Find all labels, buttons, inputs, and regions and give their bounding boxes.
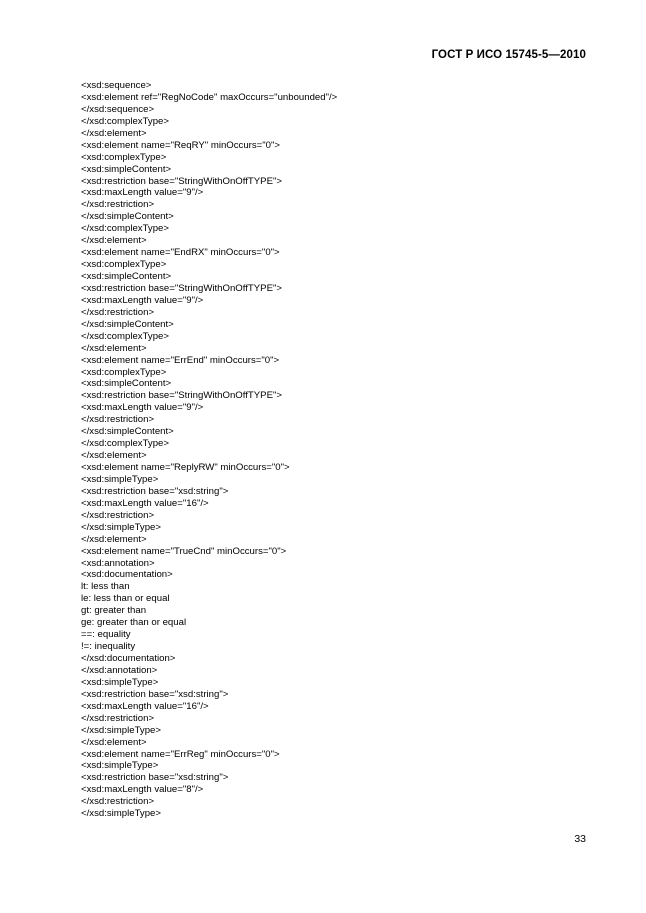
page-number: 33: [574, 833, 586, 845]
code-line: <xsd:maxLength value="16"/>: [81, 497, 209, 509]
document-header-standard-id: ГОСТ Р ИСО 15745-5—2010: [431, 49, 586, 61]
code-line: <xsd:element ref="RegNoCode" maxOccurs="unbounded"/>: [81, 91, 338, 103]
code-line: </xsd:simpleType>: [81, 521, 161, 533]
code-line: ==: equality: [81, 629, 131, 641]
code-line: </xsd:element>: [81, 127, 147, 139]
code-line: <xsd:simpleType>: [81, 676, 159, 688]
code-line: <xsd:element name="ErrReg" minOccurs="0">: [81, 748, 280, 760]
code-line: <xsd:element name="EndRX" minOccurs="0">: [81, 247, 280, 259]
code-line: </xsd:complexType>: [81, 223, 169, 235]
code-line: gt: greater than: [81, 605, 147, 617]
code-line: <xsd:maxLength value="16"/>: [81, 700, 209, 712]
code-line: <xsd:simpleType>: [81, 760, 159, 772]
code-line: le: less than or equal: [81, 593, 170, 605]
code-line: <xsd:restriction base="xsd:string">: [81, 772, 229, 784]
code-line: <xsd:element name="ReplyRW" minOccurs="0">: [81, 462, 290, 473]
code-line: <xsd:simpleContent>: [81, 271, 172, 282]
code-line: </xsd:restriction>: [81, 414, 155, 426]
xsd-code-listing: [81, 80, 581, 820]
code-line: <xsd:restriction base="StringWithOnOffTYPE">: [81, 390, 282, 402]
code-line: <xsd:complexType>: [81, 259, 167, 271]
code-line: <xsd:maxLength value="8"/>: [81, 784, 204, 796]
code-line: <xsd:maxLength value="9"/>: [81, 402, 204, 414]
code-line: </xsd:restriction>: [81, 509, 155, 521]
code-line: </xsd:simpleContent>: [81, 426, 174, 438]
code-line: <xsd:annotation>: [81, 557, 155, 569]
code-line: !=: inequality: [81, 641, 136, 653]
code-line: </xsd:restriction>: [81, 796, 155, 808]
code-line: <xsd:sequence>: [81, 80, 152, 91]
code-line: <xsd:element name="TrueCnd" minOccurs="0">: [81, 545, 287, 557]
code-line: <xsd:complexType>: [81, 151, 167, 163]
code-line: </xsd:element>: [81, 533, 147, 545]
code-line: </xsd:annotation>: [81, 664, 158, 676]
code-line: <xsd:restriction base="StringWithOnOffTYPE">: [81, 175, 282, 187]
code-line: <xsd:restriction base="StringWithOnOffTYPE">: [81, 282, 282, 294]
code-line: </xsd:element>: [81, 450, 147, 462]
code-line: </xsd:restriction>: [81, 306, 155, 318]
code-line: </xsd:sequence>: [81, 103, 155, 115]
code-line: </xsd:complexType>: [81, 115, 169, 127]
code-line: <xsd:documentation>: [81, 569, 173, 581]
code-line: </xsd:simpleContent>: [81, 211, 174, 223]
code-line: <xsd:maxLength value="9"/>: [81, 187, 204, 199]
code-line: </xsd:restriction>: [81, 712, 155, 724]
code-line: <xsd:restriction base="xsd:string">: [81, 485, 229, 497]
code-line: </xsd:restriction>: [81, 199, 155, 211]
code-line: <xsd:maxLength value="9"/>: [81, 294, 204, 306]
code-line: </xsd:complexType>: [81, 330, 169, 342]
code-line: <xsd:restriction base="xsd:string">: [81, 688, 229, 700]
code-line: lt: less than: [81, 581, 130, 593]
code-line: </xsd:element>: [81, 736, 147, 748]
code-line: <xsd:simpleContent>: [81, 378, 172, 390]
code-line: </xsd:simpleType>: [81, 724, 161, 736]
code-line: ge: greater than or equal: [81, 617, 187, 629]
code-line: </xsd:element>: [81, 342, 147, 354]
code-line: <xsd:simpleContent>: [81, 163, 172, 175]
code-line: </xsd:element>: [81, 235, 147, 247]
code-line: </xsd:documentation>: [81, 653, 176, 664]
code-line: <xsd:simpleType>: [81, 473, 159, 485]
code-line: <xsd:element name="ReqRY" minOccurs="0">: [81, 139, 281, 151]
code-line: </xsd:simpleType>: [81, 808, 161, 820]
code-line: <xsd:complexType>: [81, 366, 167, 378]
code-line: <xsd:element name="ErrEnd" minOccurs="0">: [81, 354, 280, 366]
code-line: </xsd:simpleContent>: [81, 318, 174, 330]
code-line: </xsd:complexType>: [81, 438, 169, 450]
